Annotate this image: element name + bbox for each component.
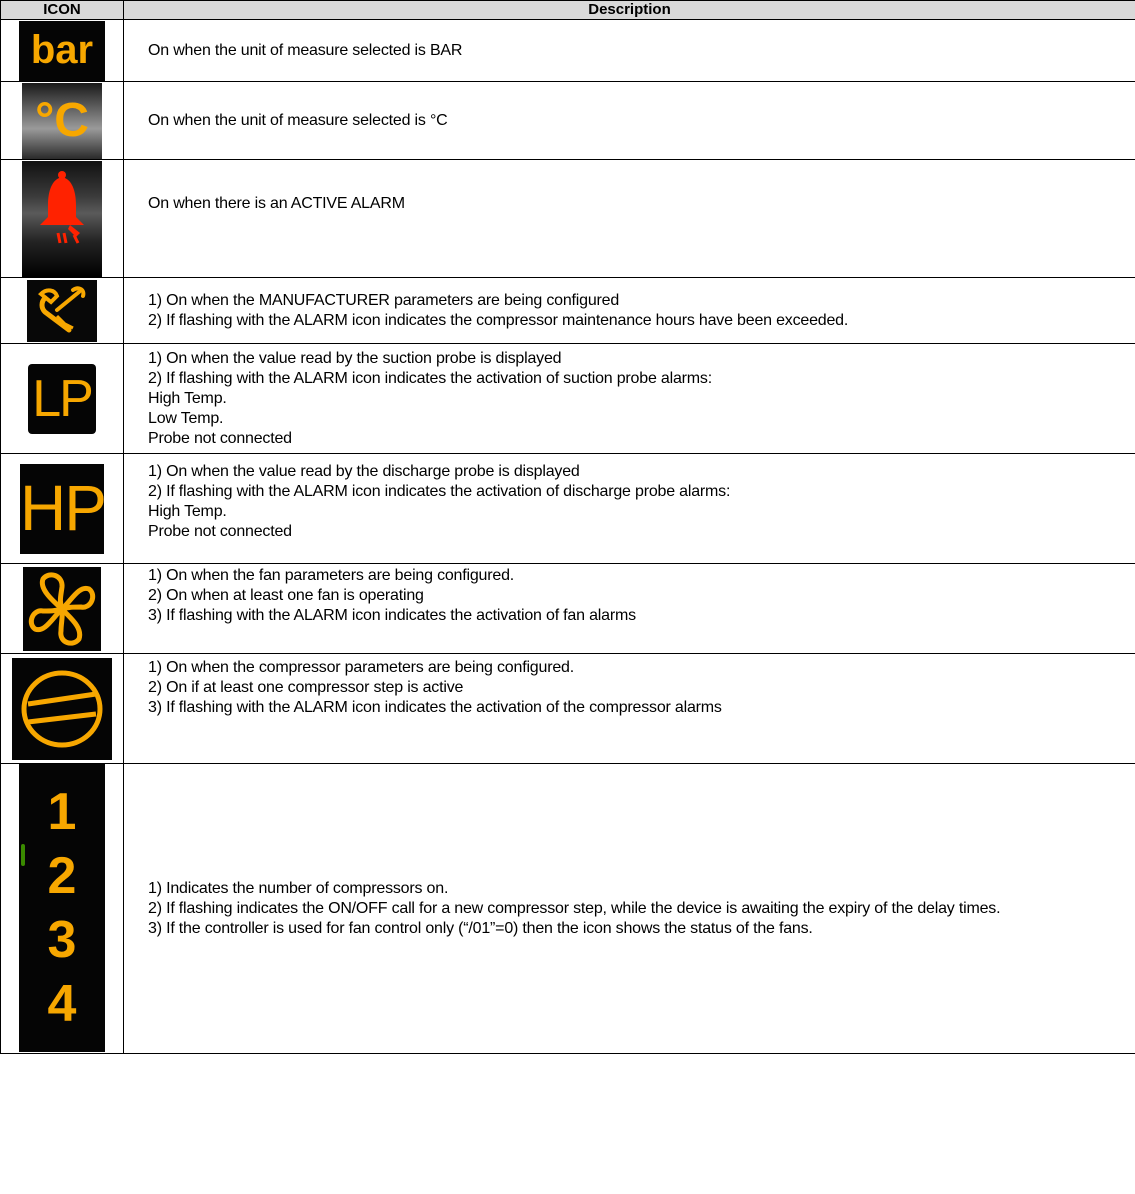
description-line: 2) If flashing with the ALARM icon indicates the activation of discharge probe alarms: xyxy=(148,483,731,500)
header-row xyxy=(1,1,1135,20)
lp-icon: LP xyxy=(28,364,96,434)
description-line: 3) If the controller is used for fan control only (“/01”=0) then the icon shows the status of the fans. xyxy=(148,919,813,937)
table-row xyxy=(1,764,1135,1054)
description-cell xyxy=(124,564,1135,654)
table-row xyxy=(1,454,1135,564)
description-line: High Temp. xyxy=(148,389,227,407)
description-cell xyxy=(124,764,1135,1054)
description-line: 2) On when at least one fan is operating xyxy=(148,587,424,604)
description-cell xyxy=(124,160,1135,278)
description-cell xyxy=(124,454,1135,564)
description-line: 2) If flashing indicates the ON/OFF call for a new compressor step, while the device is awaiting the expiry of the delay times. xyxy=(148,899,1001,917)
description-cell xyxy=(124,654,1135,764)
description-line: On when the unit of measure selected is °C xyxy=(148,111,448,129)
description-line: Probe not connected xyxy=(148,523,292,540)
description-line: 3) If flashing with the ALARM icon indicates the activation of fan alarms xyxy=(148,607,636,624)
description-line: High Temp. xyxy=(148,503,227,520)
table-row xyxy=(1,278,1135,344)
description-line: 1) Indicates the number of compressors on. xyxy=(148,879,449,897)
description-line: 2) On if at least one compressor step is active xyxy=(148,679,464,696)
description-cell xyxy=(124,20,1135,82)
description-cell xyxy=(124,278,1135,344)
table-row xyxy=(1,160,1135,278)
wrench-icon xyxy=(27,280,97,342)
bar-icon: bar xyxy=(19,21,105,81)
description-line: 1) On when the value read by the suction probe is displayed xyxy=(148,349,562,367)
alarm-bell-icon xyxy=(22,161,102,277)
table-row xyxy=(1,564,1135,654)
description-line: Probe not connected xyxy=(148,429,292,447)
description-cell xyxy=(124,344,1135,454)
description-cell xyxy=(124,82,1135,160)
description-line: 1) On when the compressor parameters are being configured. xyxy=(148,659,574,676)
icon-cell xyxy=(1,564,124,654)
description-line: 3) If flashing with the ALARM icon indicates the activation of the compressor alarms xyxy=(148,699,722,716)
compressor-icon xyxy=(12,658,112,760)
description-line: On when the unit of measure selected is BAR xyxy=(148,41,463,59)
icon-cell xyxy=(1,654,124,764)
icon-cell xyxy=(1,344,124,454)
description-column-header: Description xyxy=(124,1,1135,20)
description-line: 2) If flashing with the ALARM icon indicates the compressor maintenance hours have been exceeded. xyxy=(148,311,849,329)
icon-cell xyxy=(1,160,124,278)
description-line: Low Temp. xyxy=(148,409,224,427)
table-row xyxy=(1,20,1135,82)
description-line: 1) On when the fan parameters are being configured. xyxy=(148,567,515,584)
icon-cell xyxy=(1,82,124,160)
description-line: On when there is an ACTIVE ALARM xyxy=(148,195,405,212)
icon-cell xyxy=(1,764,124,1054)
table-row xyxy=(1,344,1135,454)
table-row xyxy=(1,654,1135,764)
hp-icon: HP xyxy=(20,464,104,554)
compressor-steps-icon: 1 2 3 4 xyxy=(19,764,105,1052)
description-line: 1) On when the value read by the discharge probe is displayed xyxy=(148,463,580,480)
table-row xyxy=(1,82,1135,160)
icon-cell xyxy=(1,454,124,564)
icon-cell xyxy=(1,20,124,82)
celsius-icon: °C xyxy=(22,83,102,159)
description-line: 2) If flashing with the ALARM icon indicates the activation of suction probe alarms: xyxy=(148,369,712,387)
fan-icon xyxy=(23,567,101,651)
description-line: 1) On when the MANUFACTURER parameters are being configured xyxy=(148,291,620,309)
icon-cell xyxy=(1,278,124,344)
icon-column-header: ICON xyxy=(1,1,124,20)
